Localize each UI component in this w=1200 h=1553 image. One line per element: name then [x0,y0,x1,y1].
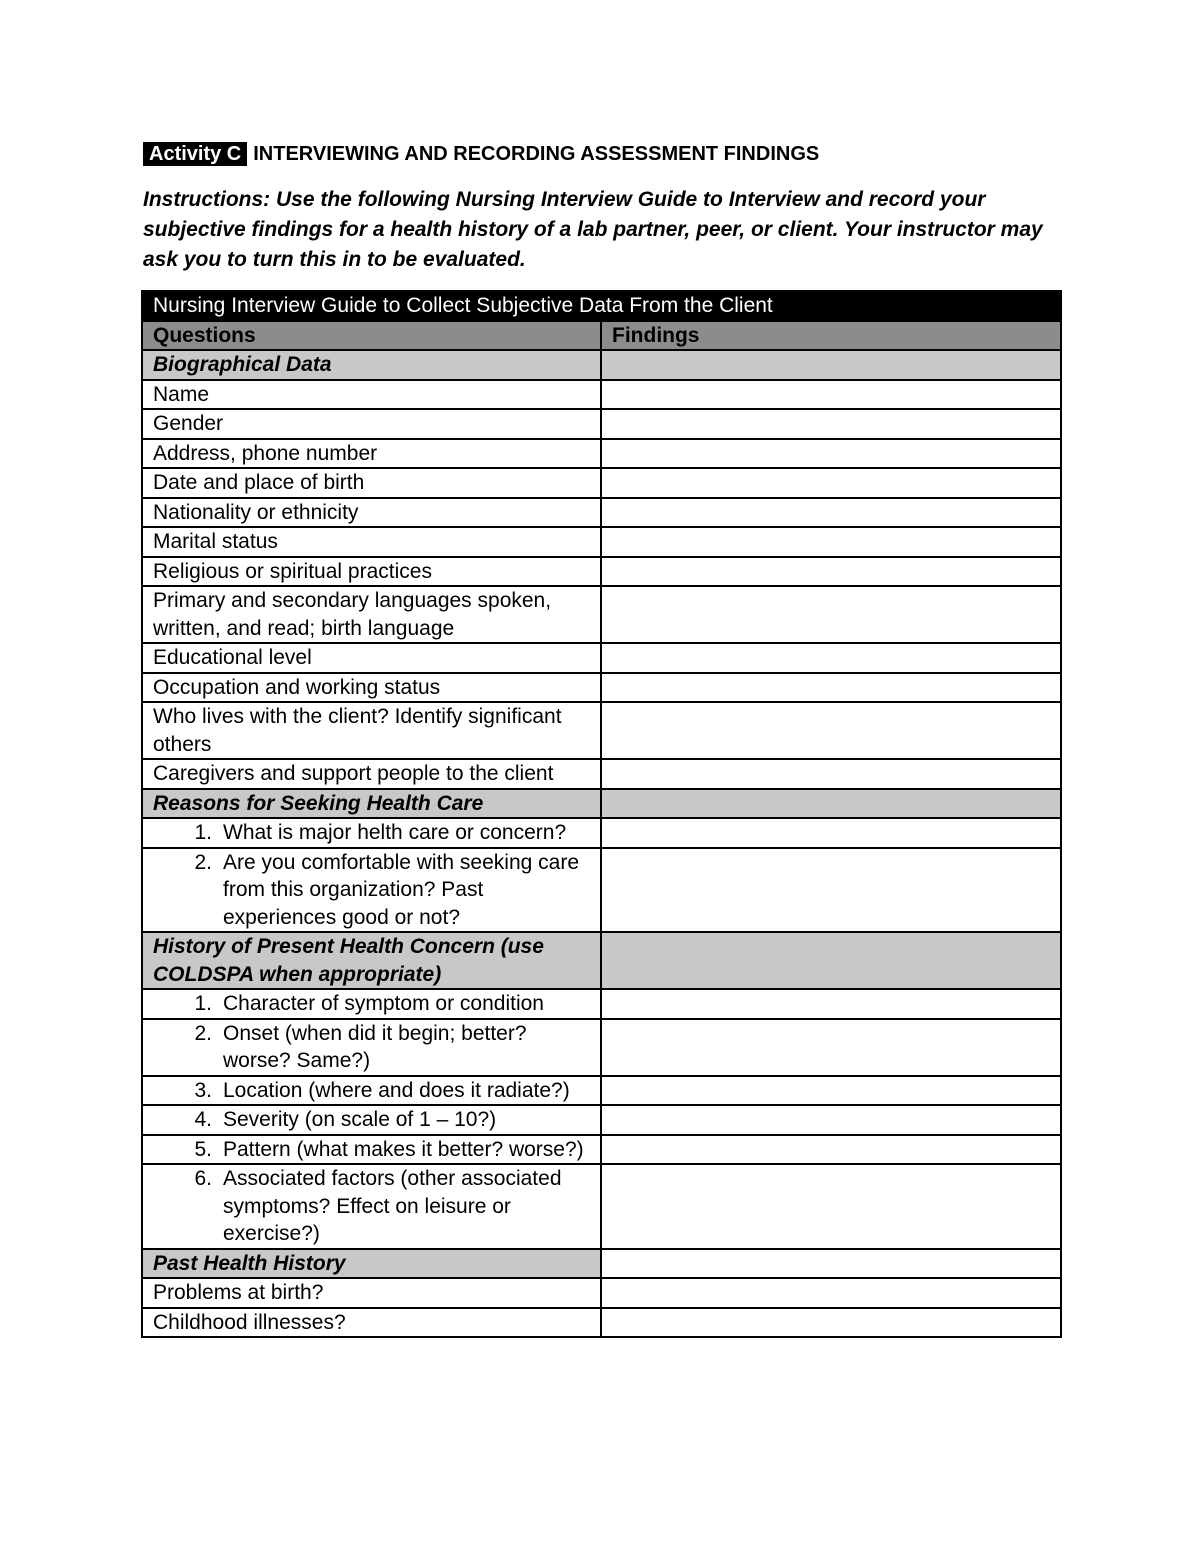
instructions-text: Instructions: Use the following Nursing Interview Guide to Interview and record your subjective findings for a health history of a lab partner, peer, or client. Your instructor may ask you to turn this in to be evaluated. [143,188,1043,271]
table-row [142,557,1061,587]
findings-cell[interactable] [601,468,1061,498]
question-cell: Marital status [142,527,601,557]
findings-cell[interactable] [601,1019,1061,1076]
table-row [142,673,1061,703]
question-number: 2. [194,850,212,874]
table-row [142,380,1061,410]
numbered-question [153,1106,590,1134]
table-title-row [142,291,1061,321]
question-text: Character of symptom or condition [223,992,544,1015]
findings-header: Findings [601,321,1061,351]
activity-heading [143,141,819,167]
findings-cell[interactable] [601,818,1061,848]
findings-cell[interactable] [601,1308,1061,1338]
table-row [142,586,1061,643]
findings-cell[interactable] [601,1105,1061,1135]
numbered-question [153,1020,590,1075]
table-title: Nursing Interview Guide to Collect Subjective Data From the Client [142,291,1061,321]
findings-cell[interactable] [601,1135,1061,1165]
history-present-concern-section-label: History of Present Health Concern (use COLDSPA when appropriate) [142,932,601,989]
table-row [142,702,1061,759]
table-row [142,409,1061,439]
table-row [142,439,1061,469]
table-row [142,1135,1061,1165]
question-cell: Educational level [142,643,601,673]
findings-cell[interactable] [601,702,1061,759]
table-row [142,1164,1061,1249]
table-row [142,759,1061,789]
question-text: Are you comfortable with seeking care from this organization? Past experiences good or not? [223,850,580,929]
findings-cell[interactable] [601,1278,1061,1308]
findings-cell[interactable] [601,673,1061,703]
findings-cell[interactable] [601,527,1061,557]
question-number: 1. [194,992,212,1015]
question-text: Pattern (what makes it better? worse?) [223,1137,584,1161]
activity-tag: Activity C [143,142,247,166]
reasons-for-seeking-care-section-label: Reasons for Seeking Health Care [142,789,601,819]
findings-cell[interactable] [601,439,1061,469]
question-text: What is major helth care or concern? [223,821,567,844]
findings-cell[interactable] [601,557,1061,587]
findings-cell[interactable] [601,350,1061,380]
question-cell [142,1135,601,1165]
question-cell: Who lives with the client? Identify significant others [142,702,601,759]
question-cell [142,1076,601,1106]
question-cell: Date and place of birth [142,468,601,498]
table-row [142,498,1061,528]
question-text: Onset (when did it begin; better? worse? Same?) [223,1021,527,1072]
findings-cell[interactable] [601,498,1061,528]
column-header-row [142,321,1061,351]
question-number: 1. [194,821,212,844]
numbered-question [153,1136,590,1164]
question-cell: Caregivers and support people to the client [142,759,601,789]
question-number: 2. [194,1021,212,1045]
question-text: Associated factors (other associated symptoms? Effect on leisure or exercise?) [223,1167,562,1245]
findings-cell[interactable] [601,409,1061,439]
findings-cell[interactable] [601,643,1061,673]
question-cell [142,989,601,1019]
past-health-history-section-label: Past Health History [142,1249,601,1279]
question-cell [142,1105,601,1135]
question-cell: Name [142,380,601,410]
findings-cell[interactable] [601,759,1061,789]
numbered-question [153,1165,590,1248]
numbered-question [153,849,590,932]
findings-cell[interactable] [601,848,1061,933]
question-number: 4. [194,1108,212,1131]
findings-cell[interactable] [601,1249,1061,1279]
question-number: 5. [194,1137,212,1161]
table-row [142,1019,1061,1076]
biographical-data-section-label: Biographical Data [142,350,601,380]
question-cell: Address, phone number [142,439,601,469]
question-cell: Problems at birth? [142,1278,601,1308]
table-row [142,1308,1061,1338]
findings-cell[interactable] [601,1164,1061,1249]
interview-guide-table [141,290,1062,1338]
history-present-concern-section-row [142,932,1061,989]
table-row [142,468,1061,498]
table-row [142,1278,1061,1308]
past-health-history-section-row [142,1249,1061,1279]
question-cell: Primary and secondary languages spoken, written, and read; birth language [142,586,601,643]
question-text: Location (where and does it radiate?) [223,1078,570,1102]
questions-header: Questions [142,321,601,351]
table-row [142,1076,1061,1106]
question-cell [142,1164,601,1249]
findings-cell[interactable] [601,989,1061,1019]
activity-title: INTERVIEWING AND RECORDING ASSESSMENT FINDINGS [253,143,820,165]
question-cell: Religious or spiritual practices [142,557,601,587]
question-number: 6. [194,1167,212,1190]
question-cell: Occupation and working status [142,673,601,703]
reasons-for-seeking-care-section-row [142,789,1061,819]
biographical-data-section-row [142,350,1061,380]
question-cell: Gender [142,409,601,439]
question-cell [142,848,601,933]
table-row [142,643,1061,673]
findings-cell[interactable] [601,932,1061,989]
findings-cell[interactable] [601,789,1061,819]
table-row [142,848,1061,933]
table-row [142,989,1061,1019]
findings-cell[interactable] [601,586,1061,643]
numbered-question [153,1077,590,1105]
question-number: 3. [194,1078,212,1102]
question-text: Severity (on scale of 1 – 10?) [223,1108,497,1131]
numbered-question [153,819,590,847]
table-row [142,1105,1061,1135]
findings-cell[interactable] [601,1076,1061,1106]
question-cell: Nationality or ethnicity [142,498,601,528]
question-cell: Childhood illnesses? [142,1308,601,1338]
findings-cell[interactable] [601,380,1061,410]
question-cell [142,1019,601,1076]
table-row [142,527,1061,557]
table-row [142,818,1061,848]
question-cell [142,818,601,848]
numbered-question [153,990,590,1018]
